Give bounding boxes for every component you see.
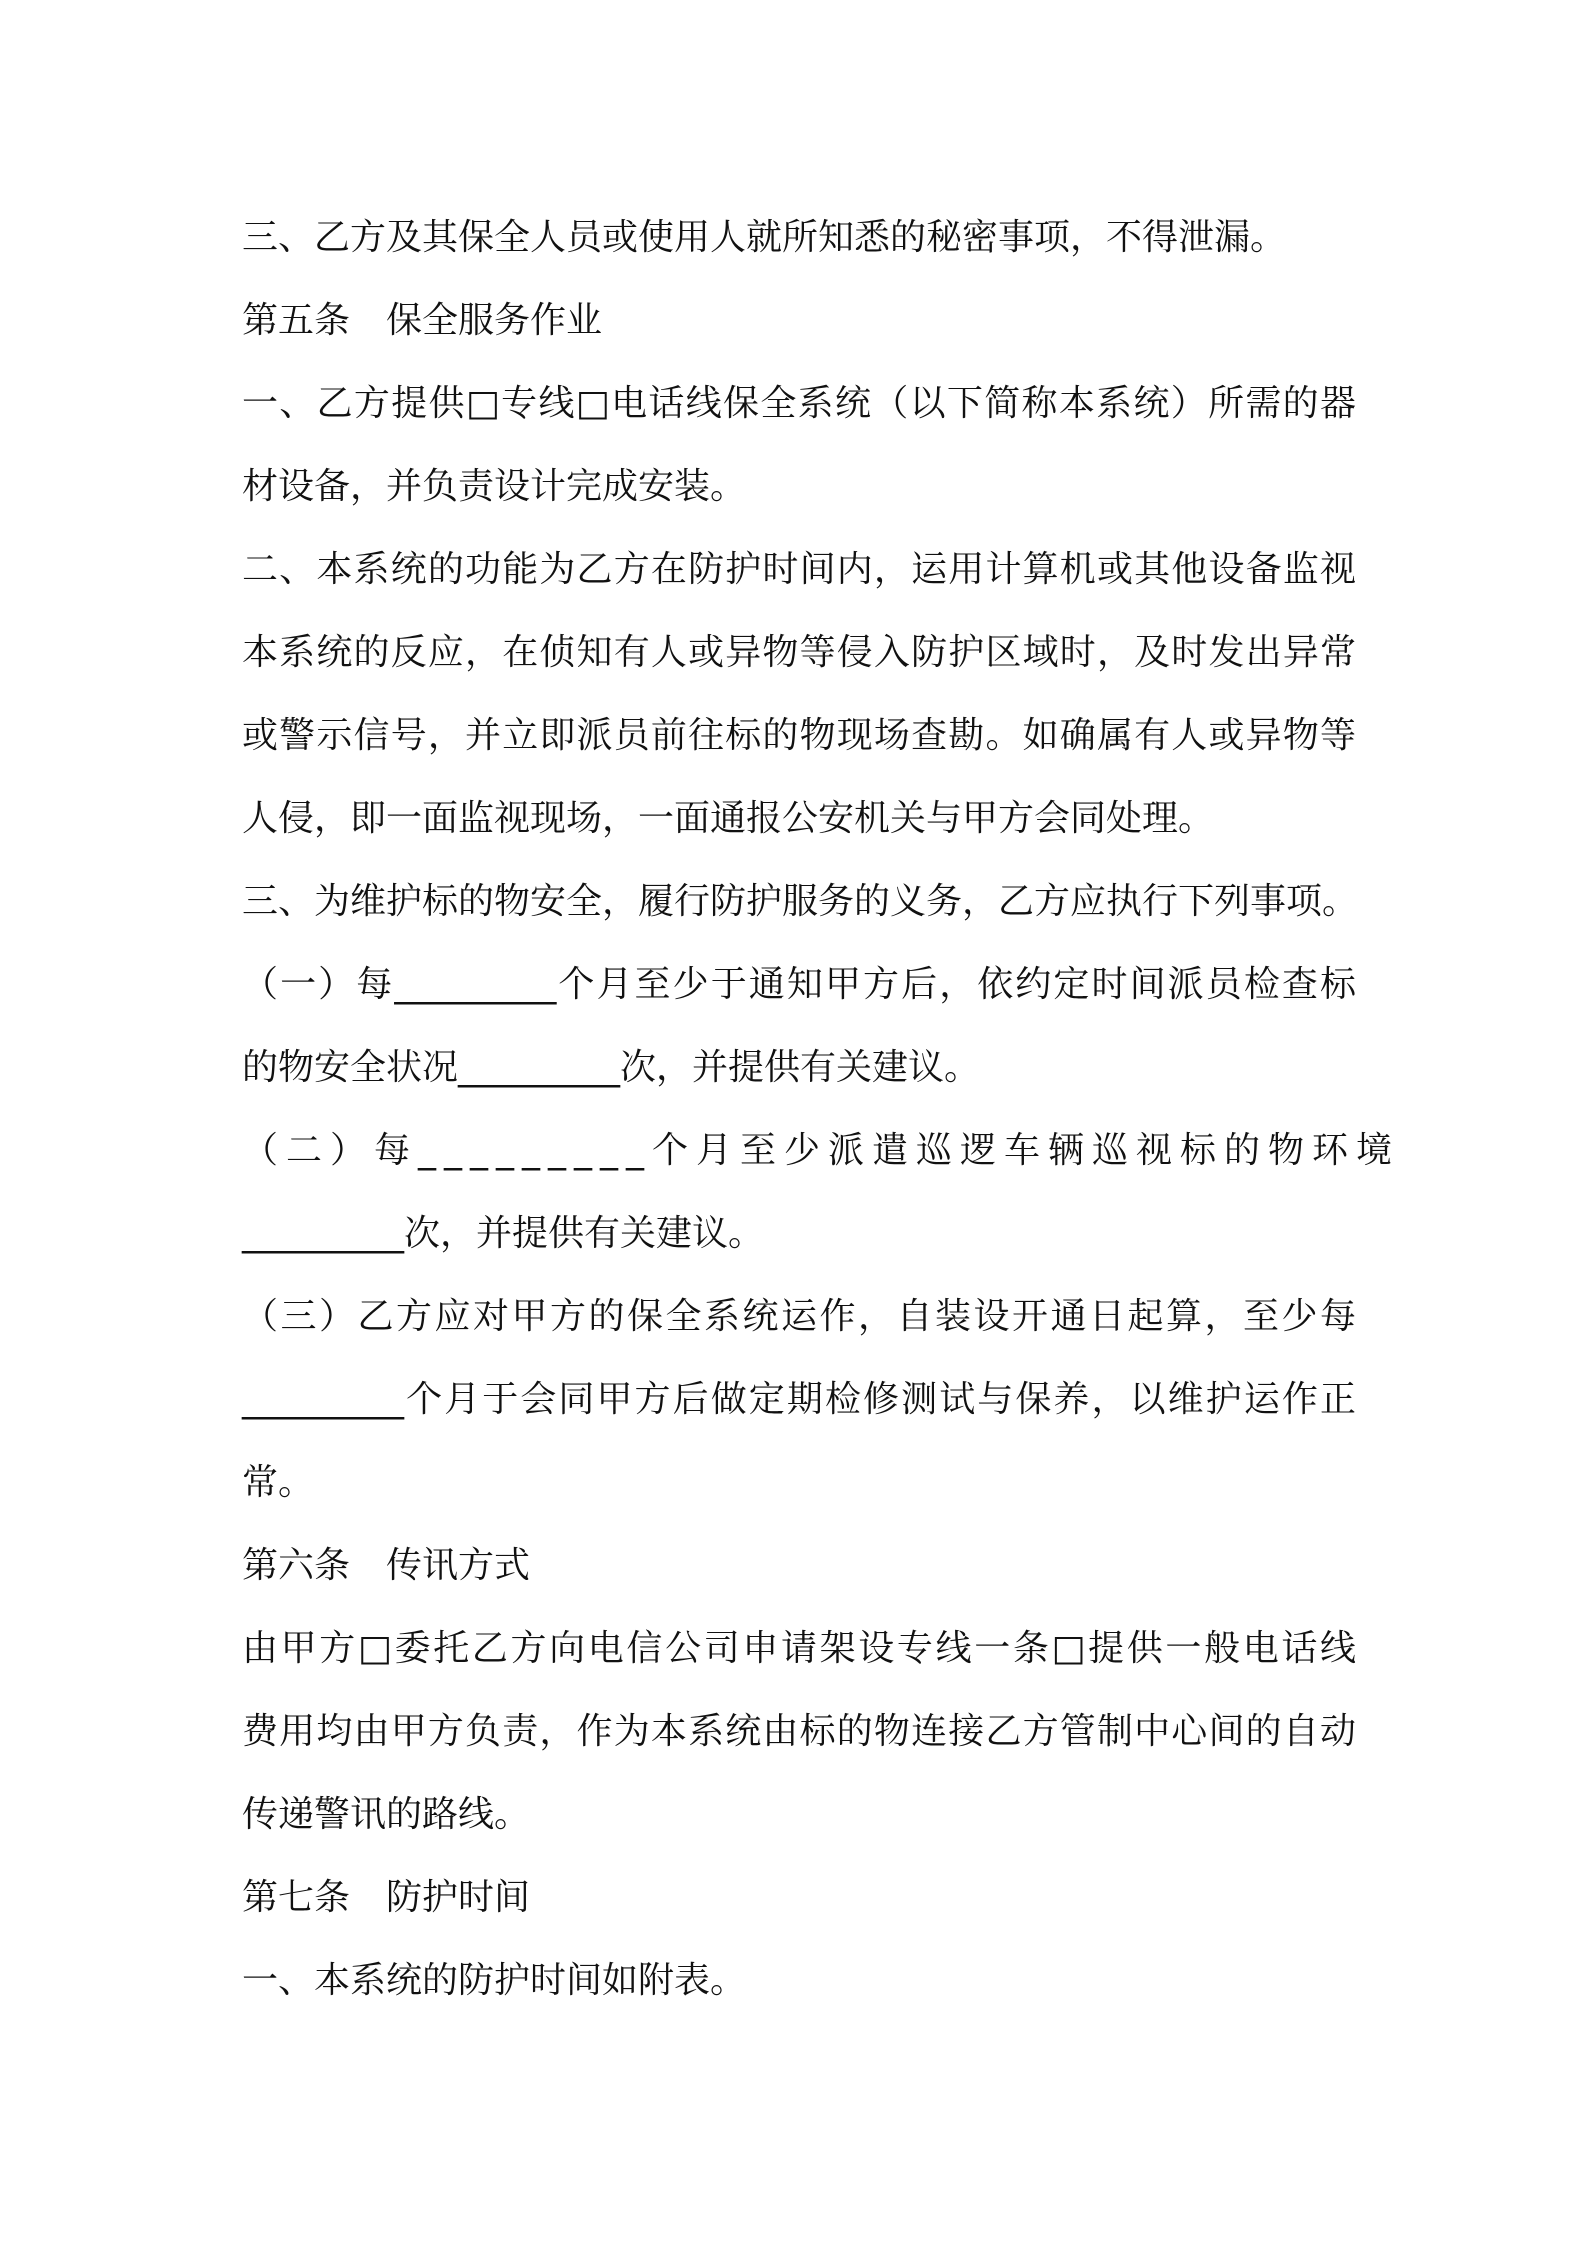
paragraph-line: 传递警讯的路线。 (242, 1794, 531, 1835)
paragraph-line: 人侵，即一面监视现场，一面通报公安机关与甲方会同处理。 (242, 798, 1215, 839)
paragraph-line: （一）每_________个月至少于通知甲方后，依约定时间派员检查标 (242, 964, 1356, 1005)
paragraph-line: 三、为维护标的物安全，履行防护服务的义务，乙方应执行下列事项。 (242, 881, 1359, 922)
paragraph-line: 由甲方□委托乙方向电信公司申请架设专线一条□提供一般电话线 (242, 1628, 1356, 1669)
paragraph-line: （二）每_________个月至少派遣巡逻车辆巡视标的物环境 (242, 1130, 1401, 1171)
paragraph-line: 本系统的反应，在侦知有人或异物等侵入防护区域时，及时发出异常 (242, 632, 1356, 673)
article-heading: 第六条 传讯方式 (242, 1545, 531, 1586)
paragraph-line: 的物安全状况_________次，并提供有关建议。 (242, 1047, 981, 1088)
paragraph-line: 二、本系统的功能为乙方在防护时间内，运用计算机或其他设备监视 (242, 549, 1356, 590)
document-body (242, 196, 1401, 2022)
article-heading: 第五条 保全服务作业 (242, 300, 603, 341)
paragraph-line: 或警示信号，并立即派员前往标的物现场查勘。如确属有人或异物等 (242, 715, 1356, 756)
paragraph-line: 材设备，并负责设计完成安装。 (242, 466, 747, 507)
paragraph-line: _________个月于会同甲方后做定期检修测试与保养，以维护运作正 (242, 1379, 1356, 1420)
paragraph-line: _________次，并提供有关建议。 (242, 1213, 765, 1254)
article-heading: 第七条 防护时间 (242, 1877, 531, 1918)
paragraph-line: 一、乙方提供□专线□电话线保全系统（以下简称本系统）所需的器 (242, 383, 1356, 424)
paragraph-line: （三）乙方应对甲方的保全系统运作，自装设开通日起算，至少每 (242, 1296, 1356, 1337)
paragraph-line: 一、本系统的防护时间如附表。 (242, 1960, 747, 2001)
paragraph-line: 费用均由甲方负责，作为本系统由标的物连接乙方管制中心间的自动 (242, 1711, 1356, 1752)
paragraph-line: 三、乙方及其保全人员或使用人就所知悉的秘密事项，不得泄漏。 (242, 217, 1287, 258)
paragraph-line: 常。 (242, 1462, 315, 1503)
